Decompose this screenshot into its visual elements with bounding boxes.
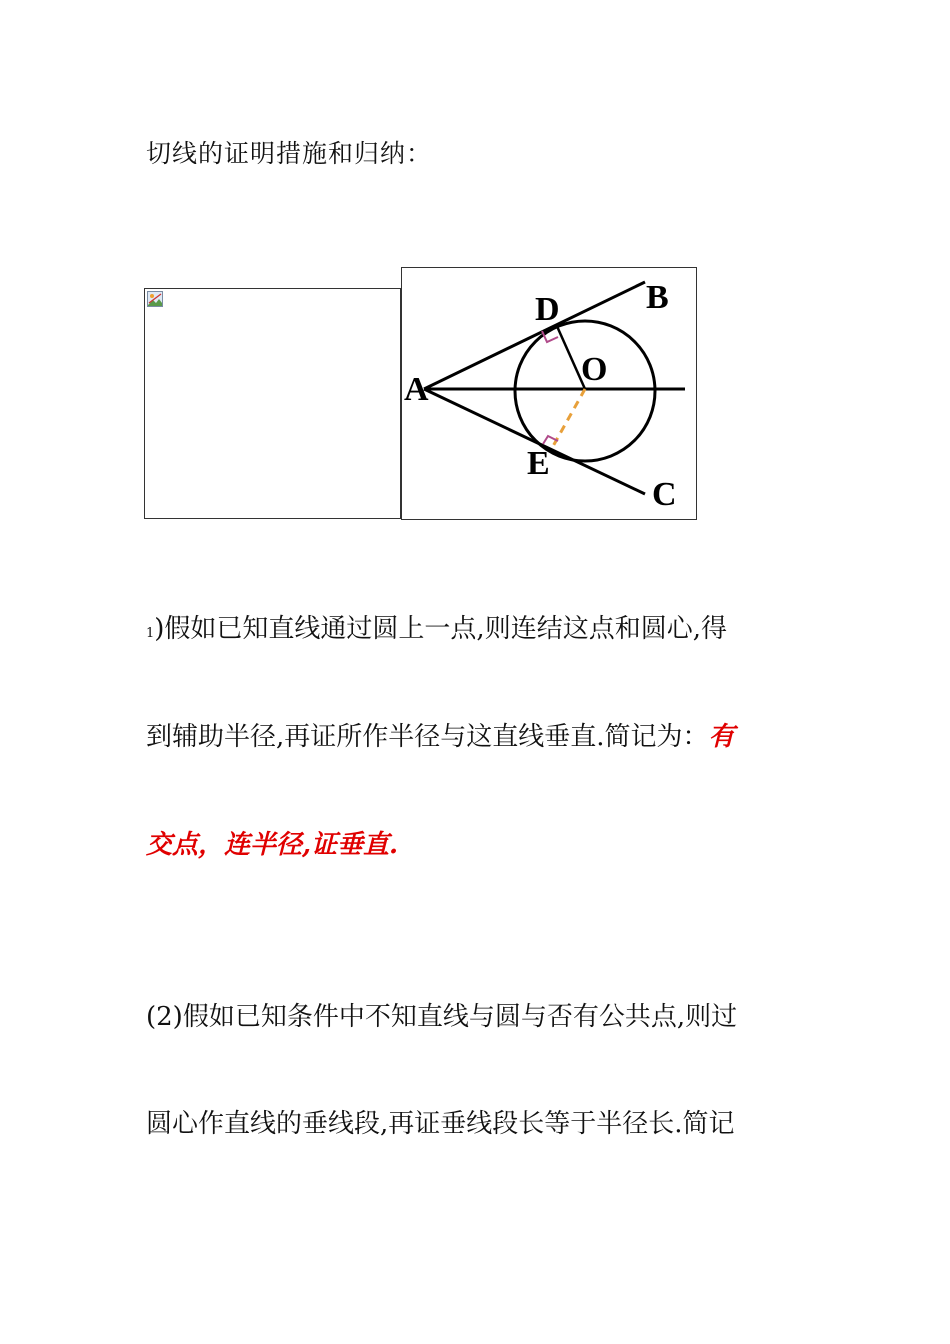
paragraph1-line1: [146, 608, 727, 645]
label-d: D: [535, 291, 560, 328]
paragraph1-number: 1: [146, 626, 155, 641]
radius-oe-dashed: [552, 389, 585, 448]
paragraph1-line3-emphasis: 交点，连半径,证垂直.: [146, 830, 399, 860]
label-c: C: [652, 476, 677, 513]
tangent-diagram: [401, 267, 697, 520]
label-o: O: [581, 351, 608, 388]
paragraph2-line2: 圆心作直线的垂线段,再证垂线段长等于半径长.简记: [146, 1109, 735, 1139]
broken-image-placeholder: [144, 288, 401, 519]
paragraph2-line1: (2)假如已知条件中不知直线与圆与否有公共点,则过: [146, 1002, 738, 1032]
paragraph1-line2: [146, 716, 735, 753]
label-a: A: [404, 371, 429, 408]
page-heading: 切线的证明措施和归纳：: [146, 139, 433, 168]
paragraph1-line2-text: 到辅助半径,再证所作半径与这直线垂直.简记为：: [146, 722, 709, 752]
broken-image-icon: [147, 291, 163, 307]
paragraph1-line2-emphasis: 有: [708, 722, 735, 752]
label-e: E: [527, 445, 550, 482]
label-b: B: [646, 279, 669, 316]
paragraph1-line1-text: )假如已知直线通过圆上一点,则连结这点和圆心,得: [154, 614, 727, 644]
